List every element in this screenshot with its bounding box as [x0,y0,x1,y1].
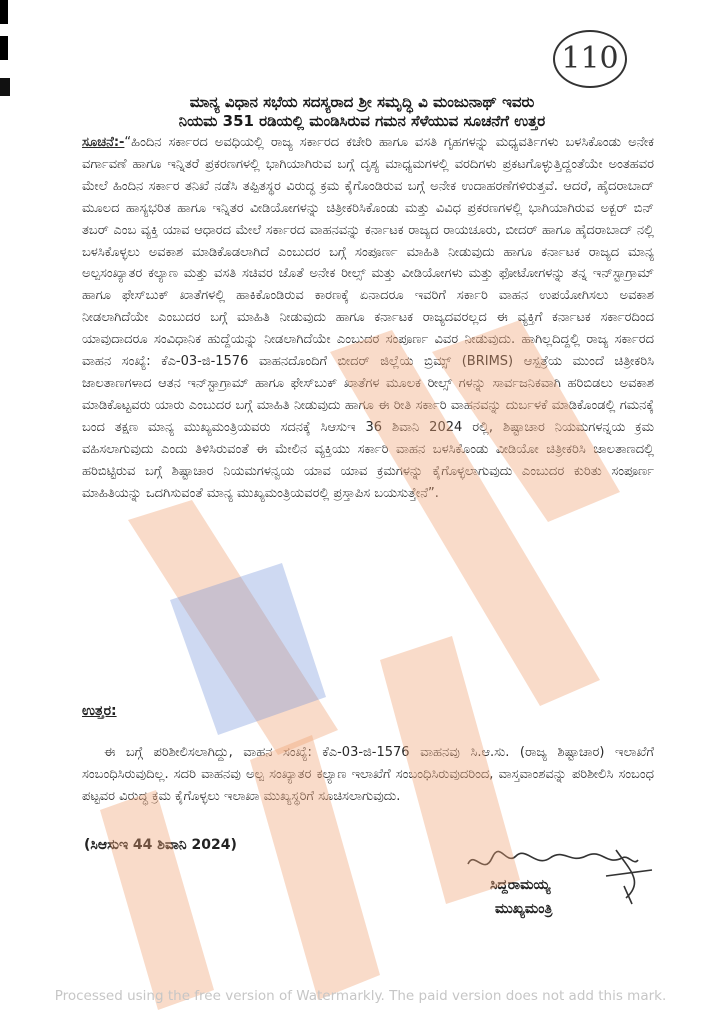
signature-scribble [466,846,656,906]
signatory-title: ಮುಖ್ಯಮಂತ್ರಿ [495,901,553,917]
title-line-1: ಮಾನ್ಯ ವಿಧಾನ ಸಭೆಯ ಸದಸ್ಯರಾದ ಶ್ರೀ ಸಮೃದ್ಧಿ ವಿ ಮಂಜುನಾಥ್ ಇವರು [189,93,535,111]
notice-paragraph [82,132,654,504]
logo-square [170,563,326,735]
document-title [82,93,642,131]
logo-stripe [100,790,214,1010]
logo-stripe [128,500,338,755]
answer-paragraph: ಈ ಬಗ್ಗೆ ಪರಿಶೀಲಿಸಲಾಗಿದ್ದು, ವಾಹನ ಸಂಖ್ಯೆ: ಕೆಎ-03-ಜಿ-1576 ವಾಹನವು ಸಿ.ಆ.ಸು. (ರಾಜ್ಯ ಶಿಷ್ಟಾಚಾರ) ಇಲಾಖೆಗೆ ಸಂಬಂಧಿಸಿರುವುದಿಲ್ಲ. ಸದರಿ ವಾಹನವು ಅಲ್ಪ ಸಂಖ್ಯಾತರ ಕಲ್ಯಾಣ ಇಲಾಖೆಗೆ ಸಂಬಂಧಿಸಿರುವುದರಿಂದ, ವಾಸ್ತವಾಂಶವನ್ನು ಪರಿಶೀಲಿಸಿ ಸಂಬಂಧ ಪಟ್ಟವರ ವಿರುದ್ಧ ಕ್ರಮ ಕೈಗೊಳ್ಳಲು ಇಲಾಖಾ ಮುಖ್ಯಸ್ಥರಿಗೆ ಸೂಚಿಸಲಾಗುವುದು. [82,745,654,804]
answer-heading: ಉತ್ತರ: [82,703,117,719]
notice-text: “ಹಿಂದಿನ ಸರ್ಕಾರದ ಅವಧಿಯಲ್ಲಿ ರಾಜ್ಯ ಸರ್ಕಾರದ ಕಚೇರಿ ಹಾಗೂ ವಸತಿ ಗೃಹಗಳನ್ನು ಮಧ್ಯವರ್ತಿಗಳು ಬಳಸಿಕೊಂಡು ಅನೇಕ ವರ್ಗಾವಣೆ ಹಾಗೂ ಇನ್ನಿತರೆ ಪ್ರಕರಣಗಳಲ್ಲಿ ಭಾಗಿಯಾಗಿರುವ ಬಗ್ಗೆ ದೃಶ್ಯ ಮಾಧ್ಯಮಗಳಲ್ಲಿ ವರದಿಗಳು ಪ್ರಕಟಗೊಳ್ಳುತ್ತಿದ್ದಂತೆಯೇ ಅಂತಹವರ ಮೇಲೆ ಹಿಂದಿನ ಸರ್ಕಾರ ತನಿಖೆ ನಡೆಸಿ ತಪ್ಪಿತಸ್ಥರ ವಿರುದ್ಧ ಕ್ರಮ ಕೈಗೊಂಡಿರುವ ಬಗ್ಗೆ ಅನೇಕ ಉದಾಹರಣೆಗಳಿರುತ್ತವೆ. ಆದರೆ, ಹೈದರಾಬಾದ್ ಮೂಲದ ಹಾಸ್ಯಭರಿತ ಹಾಗೂ ಇನ್ನಿತರ ವೀಡಿಯೋಗಳನ್ನು ಚಿತ್ರೀಕರಿಸಿಕೊಂಡು ಮತ್ತು ವಿವಿಧ ಪ್ರಕರಣಗಳಲ್ಲಿ ಭಾಗಿಯಾಗಿರುವ ಅಕ್ಬರ್ ಬಿನ್ ತಬರ್ ಎಂಬ ವ್ಯಕ್ತಿ ಯಾವ ಆಧಾರದ ಮೇಲೆ ಸರ್ಕಾರದ ವಾಹನವನ್ನು ಕರ್ನಾಟಕ ರಾಜ್ಯದ ರಾಯಚೂರು, ಬೀದರ್ ಹಾಗೂ ಹೈದರಾಬಾದ್ ನಲ್ಲಿ ಬಳಸಿಕೊಳ್ಳಲು ಅವಕಾಶ ಮಾಡಿಕೊಡಲಾಗಿದೆ ಎಂಬುದರ ಬಗ್ಗೆ ಸಂಪೂರ್ಣ ಮಾಹಿತಿ ನೀಡುವುದು ಹಾಗೂ ಕರ್ನಾಟಕ ರಾಜ್ಯದ ಮಾನ್ಯ ಅಲ್ಪಸಂಖ್ಯಾತರ ಕಲ್ಯಾಣ ಮತ್ತು ವಸತಿ ಸಚಿವರ ಜೊತೆ ಅನೇಕ ರೀಲ್ಸ್ ಮತ್ತು ವೀಡಿಯೋಗಳು ಮತ್ತು ಫೋಟೋಗಳನ್ನು ತನ್ನ ಇನ್‌ಸ್ಟಾಗ್ರಾಮ್ ಹಾಗೂ ಫೇಸ್‌ಬುಕ್ ಖಾತೆಗಳಲ್ಲಿ ಹಾಕಿಕೊಂಡಿರುವ ಕಾರಣಕ್ಕೆ ಏನಾದರೂ ಇವರಿಗೆ ಸರ್ಕಾರಿ ವಾಹನ ಉಪಯೋಗಿಸಲು ಅವಕಾಶ ನೀಡಲಾಗಿದೆಯೇ ಎಂಬುದರ ಬಗ್ಗೆ ಮಾಹಿತಿ ನೀಡುವುದು ಹಾಗೂ ಕರ್ನಾಟಕ ರಾಜ್ಯದವರಲ್ಲದ ಈ ವ್ಯಕ್ತಿಗೆ ಕರ್ನಾಟಕ ಸರ್ಕಾರದಿಂದ ಯಾವುದಾದರೂ ಸಂವಿಧಾನಿಕ ಹುದ್ದೆಯನ್ನು ನೀಡಲಾಗಿದೆಯೇ ಎಂಬುದರ ಸಂಪೂರ್ಣ ವಿವರ ನೀಡುವುದು. ಹಾಗಿಲ್ಲದಿದ್ದಲ್ಲಿ ರಾಜ್ಯ ಸರ್ಕಾರದ ವಾಹನ ಸಂಖ್ಯೆ: ಕೆಎ-03-ಜಿ-1576 ವಾಹನದೊಂದಿಗೆ ಬೀದರ್ ಜಿಲ್ಲೆಯ ಬ್ರಿಮ್ಸ್ (BRIMS) ಆಸ್ಪತ್ರೆಯ ಮುಂದೆ ಚಿತ್ರೀಕರಿಸಿ ಜಾಲತಾಣಗಳಾದ ಆತನ ಇನ್‌ಸ್ಟಾಗ್ರಾಮ್ ಹಾಗೂ ಫೇಸ್‌ಬುಕ್ ಖಾತೆಗಳ ಮೂಲಕ ರೀಲ್ಸ್ ಗಳನ್ನು ಸಾರ್ವಜನಿಕವಾಗಿ ಹರಿಬಿಡಲು ಅವಕಾಶ ಮಾಡಿಕೊಟ್ಟವರು ಯಾರು ಎಂಬುದರ ಬಗ್ಗೆ ಮಾಹಿತಿ ನೀಡುವುದು ಹಾಗೂ ಈ ರೀತಿ ಸರ್ಕಾರಿ ವಾಹನವನ್ನು ದುರ್ಬಳಕೆ ಮಾಡಿಕೊಂಡಲ್ಲಿ ಗಮನಕ್ಕೆ ಬಂದ ತಕ್ಷಣ ಮಾನ್ಯ ಮುಖ್ಯಮಂತ್ರಿಯವರು ಸದನಕ್ಕೆ ಸಿಆಸುಇ 36 ಶಿವಾನಿ 2024 ರಲ್ಲಿ, ಶಿಷ್ಟಾಚಾರ ನಿಯಮಗಳನ್ನಯ ಕ್ರಮ ವಹಿಸಲಾಗುವುದು ಎಂದು ತಿಳಿಸಿರುವಂತೆ ಈ ಮೇಲಿನ ವ್ಯಕ್ತಿಯು ಸರ್ಕಾರಿ ವಾಹನ ಬಳಸಿಕೊಂಡು ವೀಡಿಯೋ ಚಿತ್ರೀಕರಿಸಿ ಜಾಲತಾಣದಲ್ಲಿ ಹರಿಬಿಟ್ಟಿರುವ ಬಗ್ಗೆ ಶಿಷ್ಟಾಚಾರ ನಿಯಮಗಳನ್ವಯ ಯಾವ ಯಾವ ಕ್ರಮಗಳನ್ನು ಕೈಗೊಳ್ಳಲಾಗುವುದು ಎಂಬುದರ ಕುರಿತು ಸಂಪೂರ್ಣ ಮಾಹಿತಿಯನ್ನು ಒದಗಿಸುವಂತೆ ಮಾನ್ಯ ಮುಖ್ಯಮಂತ್ರಿಯವರಲ್ಲಿ ಪ್ರಸ್ತಾಪಿಸ ಬಯಸುತ್ತೇನೆ”. [82,135,654,501]
scan-edge-mark [0,78,10,96]
scan-edge-mark [0,0,8,60]
title-line-2: ನಿಯಮ 351 ರಡಿಯಲ್ಲಿ ಮಂಡಿಸಿರುವ ಗಮನ ಸೆಳೆಯುವ ಸೂಚನೆಗೆ ಉತ್ತರ [178,112,546,130]
reference-number: (ಸಿಆಸುಇ 44 ಶಿವಾನಿ 2024) [84,837,237,853]
signatory-name: ಸಿದ್ದರಾಮಯ್ಯ [490,877,551,893]
page-number: 110 [553,30,627,88]
notice-label: ಸೂಚನೆ:- [82,135,125,150]
watermark-text: Processed using the free version of Watermarkly. The paid version does not add this mark. [54,988,667,1004]
